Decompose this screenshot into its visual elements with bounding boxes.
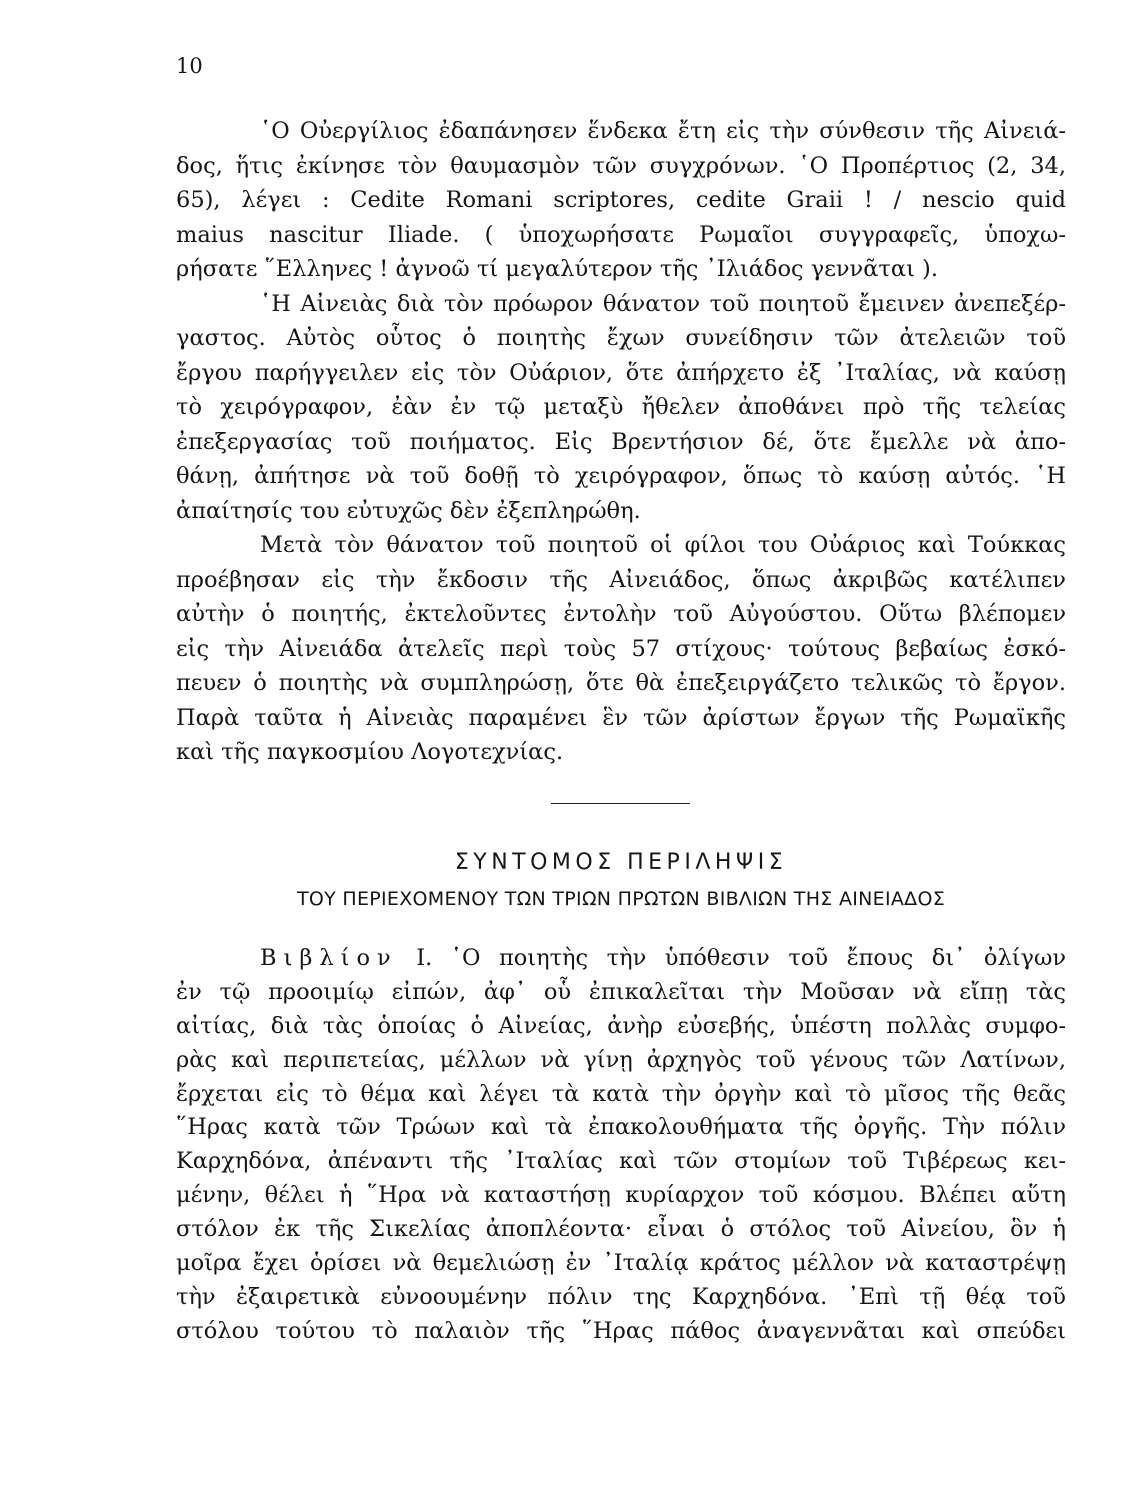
text-line: αὐτὴν ὁ ποιητής, ἐκτελοῦντες ἐντολὴν τοῦ Αὐγούστου. Οὕτω βλέπομεν — [176, 601, 1066, 627]
text-line: maius nascitur Iliade. ( ὑποχωρήσατε Ρωμαῖοι συγγραφεῖς, ὑποχω- — [176, 221, 1066, 248]
text-line: ῾Ο Οὐεργίλιος ἐδαπάνησεν ἕνδεκα ἔτη εἰς τὴν σύνθεσιν τῆς Αἰνειά- — [260, 118, 1066, 144]
text-line: προέβησαν εἰς τὴν ἔκδοσιν τῆς Αἰνειάδος, ὅπως ἀκριβῶς κατέλιπεν — [176, 566, 1066, 593]
text-line: στόλον ἐκ τῆς Σικελίας ἀποπλέοντα· εἶναι ὁ στόλος τοῦ Αἰνείου, ὃν ἡ — [176, 1216, 1066, 1243]
text-line: Παρὰ ταῦτα ἡ Αἰνειὰς παραμένει ἓν τῶν ἀρίστων ἔργων τῆς Ρωμαϊκῆς — [176, 704, 1066, 731]
text-line: ἐπεξεργασίας τοῦ ποιήματος. Εἰς Βρεντήσιον δέ, ὅτε ἔμελλε νὰ ἀπο- — [176, 428, 1066, 455]
text-line: ἔρχεται εἰς τὸ θέμα καὶ λέγει τὰ κατὰ τὴν ὀργὴν καὶ τὸ μῖσος τῆς θεᾶς — [176, 1080, 1066, 1107]
text-line: Μετὰ τὸν θάνατον τοῦ ποιητοῦ οἱ φίλοι του Οὐάριος καὶ Τούκκας — [260, 532, 1066, 558]
section-divider — [551, 803, 690, 804]
text-line: γαστος. Αὐτὸς οὗτος ὁ ποιητὴς ἔχων συνείδησιν τῶν ἀτελειῶν τοῦ — [176, 325, 1066, 351]
text-line: θάνῃ, ἀπήτησε νὰ τοῦ δοθῇ τὸ χειρόγραφον, ὅπως τὸ καύσῃ αὐτός. ῾Η — [176, 463, 1066, 489]
first-line-text: Ι. ῾Ο ποιητὴς τὴν ὑπόθεσιν τοῦ ἔπους δι᾿ ὀλίγων — [416, 945, 1067, 971]
text-line: ῾Η Αἰνειὰς διὰ τὸν πρόωρον θάνατον τοῦ ποιητοῦ ἔμεινεν ἀνεπεξέρ- — [260, 290, 1066, 317]
book-label: Βιβλίον — [260, 945, 398, 971]
text-line: ἀπαίτησίς του εὐτυχῶς δὲν ἐξεπληρώθη. — [176, 497, 641, 524]
text-line: τὴν ἐξαιρετικὰ εὐνοουμένην πόλιν της Καρχηδόνα. ᾿Επὶ τῇ θέᾳ τοῦ — [176, 1283, 1066, 1310]
intro-section — [176, 114, 1066, 770]
text-line: μένην, θέλει ἡ ῞Ηρα νὰ καταστήσῃ κυρίαρχον τοῦ κόσμου. Βλέπει αὕτη — [176, 1182, 1066, 1209]
text-line: καὶ τῆς παγκοσμίου Λογοτεχνίας. — [176, 739, 564, 765]
page-number: 10 — [176, 54, 203, 78]
text-line: στόλου τούτου τὸ παλαιὸν τῆς ῞Ηρας πάθος ἀναγεννᾶται καὶ σπεύδει — [176, 1317, 1066, 1344]
summary-heading: ΣΥΝΤΟΜΟΣ ΠΕΡΙΛΗΨΙΣ — [454, 850, 788, 875]
text-line: μοῖρα ἔχει ὁρίσει νὰ θεμελιώσῃ ἐν ᾿Ιταλίᾳ κράτος μέλλον νὰ καταστρέψῃ — [176, 1250, 1066, 1277]
summary-section — [176, 942, 1066, 1349]
text-line: ρήσατε ῞Ελληνες ! ἀγνοῶ τί μεγαλύτερον τῆς ᾿Ιλιάδος γεννᾶται ). — [176, 256, 938, 282]
text-line: Καρχηδόνα, ἀπέναντι τῆς ᾿Ιταλίας καὶ τῶν στομίων τοῦ Τιβέρεως κει- — [176, 1148, 1066, 1175]
text-line: πευεν ὁ ποιητὴς νὰ συμπληρώσῃ, ὅτε θὰ ἐπεξειργάζετο τελικῶς τὸ ἔργον. — [176, 670, 1066, 696]
summary-subheading: ΤΟΥ ΠΕΡΙΕΧΟΜΕΝΟΥ ΤΩΝ ΤΡΙΩΝ ΠΡΩΤΩΝ ΒΙΒΛΙΩΝ ΤΗΣ ΑΙΝΕΙΑΔΟΣ — [296, 888, 946, 910]
text-line: 65), λέγει : Cedite Romani scriptores, cedite Graii ! / nescio quid — [176, 187, 1066, 213]
text-line: ἐν τῷ προοιμίῳ εἰπών, ἀφ᾿ οὗ ἐπικαλεῖται τὴν Μοῦσαν νὰ εἴπῃ τὰς — [176, 978, 1066, 1005]
text-line: τὸ χειρόγραφον, ἐὰν ἐν τῷ μεταξὺ ἤθελεν ἀποθάνει πρὸ τῆς τελείας — [176, 394, 1066, 420]
text-line: δος, ἥτις ἐκίνησε τὸν θαυμασμὸν τῶν συγχρόνων. ῾Ο Προπέρτιος (2, 34, — [176, 152, 1066, 179]
text-line: ῞Ηρας κατὰ τῶν Τρώων καὶ τὰ ἐπακολουθήματα τῆς ὀργῆς. Τὴν πόλιν — [176, 1114, 1066, 1141]
text-line: εἰς τὴν Αἰνειάδα ἀτελεῖς περὶ τοὺς 57 στίχους· τούτους βεβαίως ἐσκό- — [176, 635, 1066, 662]
text-line: ἔργου παρήγγειλεν εἰς τὸν Οὐάριον, ὅτε ἀπήρχετο ἐξ ᾿Ιταλίας, νὰ καύσῃ — [176, 359, 1066, 386]
text-line — [176, 942, 1066, 976]
text-line: ρὰς καὶ περιπετείας, μέλλων νὰ γίνῃ ἀρχηγὸς τοῦ γένους τῶν Λατίνων, — [176, 1046, 1066, 1073]
text-line: αἰτίας, διὰ τὰς ὁποίας ὁ Αἰνείας, ἀνὴρ εὐσεβής, ὑπέστη πολλὰς συμφο- — [176, 1012, 1066, 1039]
